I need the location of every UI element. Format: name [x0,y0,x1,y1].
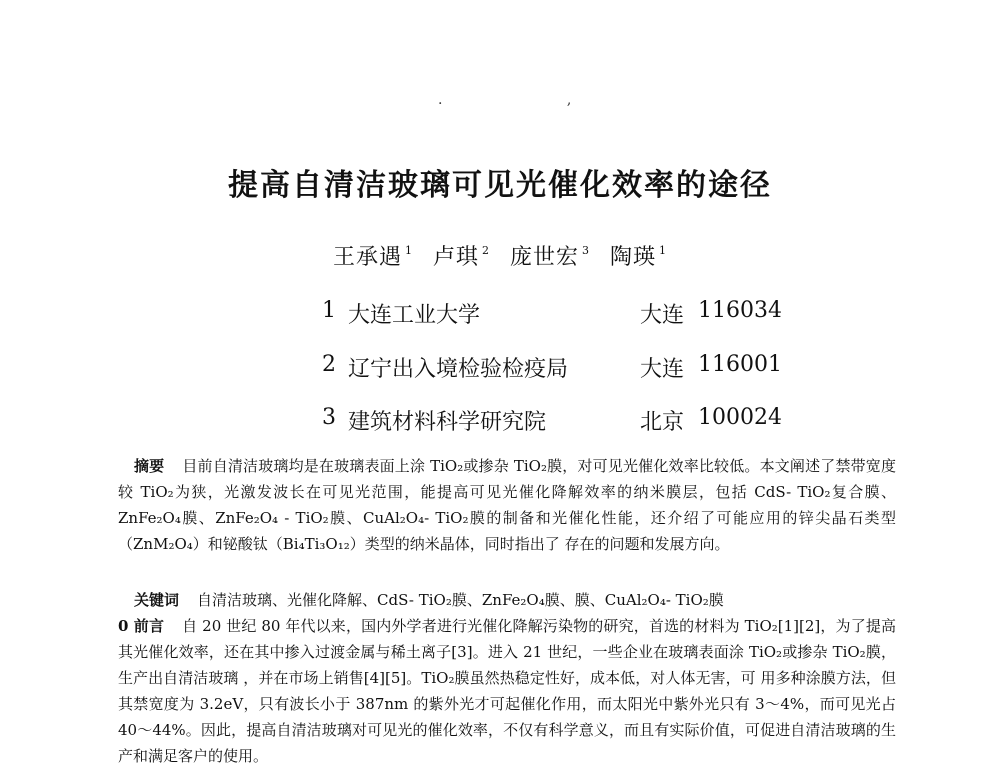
author-affiliation-mark: 1 [659,244,668,257]
introduction [118,613,896,769]
affiliation [322,405,782,435]
keywords [118,587,896,613]
abstract [118,453,896,557]
affiliation [322,298,782,328]
introduction-heading: 0 前言 [118,617,165,635]
author-name: 陶瑛 [610,245,657,270]
introduction-text: 自 20 世纪 80 年代以来，国内外学者进行光催化降解污染物的研究，首选的材料为 TiO₂[1][2]，为了提高其光催化效率，还在其中掺入过渡金属与稀土离子[3]。进入 21 世纪，一些企业在玻璃表面涂 TiO₂或掺杂 TiO₂膜，生产出自清洁玻璃 ，并在市场上销售[4][5]。TiO₂膜虽然热稳定性好，成本低，对人体无害，可 用多种涂膜方法，但其禁宽度为 3.2eV，只有波长小于 387nm 的紫外光才可起催化作用，而太阳光中紫外光只有 3～4%，而可见光占 40～44%。因此，提高自清洁玻璃对可见光的催化效率，不仅有科学意义，而且有实际价值，可促进自清洁玻璃的生产和满足客户的使用。 [118,617,896,765]
affiliation-city: 大连 [640,303,685,328]
affiliation-postcode: 100024 [698,405,782,430]
author-affiliation-mark: 2 [482,244,490,257]
author [510,245,590,270]
affiliation-city: 北京 [640,410,685,435]
abstract-label: 摘要 [134,457,165,475]
author [433,245,490,270]
affiliation-institution: 大连工业大学 [348,303,481,328]
affiliation-number: 3 [322,405,336,430]
author [610,245,667,270]
author-list [0,240,1000,271]
keywords-label: 关键词 [134,591,180,609]
abstract-text: 目前自清洁玻璃均是在玻璃表面上涂 TiO₂或掺杂 TiO₂膜，对可见光催化效率比较低。本文阐述了禁带宽度较 TiO₂为狭，光激发波长在可见光范围，能提高可见光催化降解效率的纳米膜层，包括 CdS- TiO₂复合膜、ZnFe₂O₄膜、ZnFe₂O₄ - TiO₂膜、CuAl₂O₄- TiO₂膜的制备和光催化性能，还介绍了可能应用的锌尖晶石类型（ZnM₂O₄）和铋酸钛（Bi₄Ti₃O₁₂）类型的纳米晶体，同时指出了 存在的问题和发展方向。 [118,457,896,553]
author-affiliation-mark: 1 [404,244,413,257]
paper-title: 提高自清洁玻璃可见光催化效率的途径 [228,168,772,203]
keywords-text: 自清洁玻璃、光催化降解、CdS- TiO₂膜、ZnFe₂O₄膜、膜、CuAl₂O₄- TiO₂膜 [197,591,724,609]
author-name: 庞世宏 [510,245,580,270]
author-affiliation-mark: 3 [582,244,591,257]
affiliation [322,352,782,382]
affiliation-number: 1 [322,298,336,323]
affiliation-city: 大连 [640,357,685,382]
author-name: 王承遇 [332,245,402,270]
affiliation-postcode: 116034 [698,298,782,323]
affiliation-institution: 建筑材料科学研究院 [348,410,547,435]
author [333,245,413,270]
author-name: 卢琪 [432,245,479,270]
affiliation-postcode: 116001 [698,352,782,377]
header-marks: . , [438,92,632,108]
affiliation-number: 2 [322,352,336,377]
affiliation-institution: 辽宁出入境检验检疫局 [348,357,569,382]
